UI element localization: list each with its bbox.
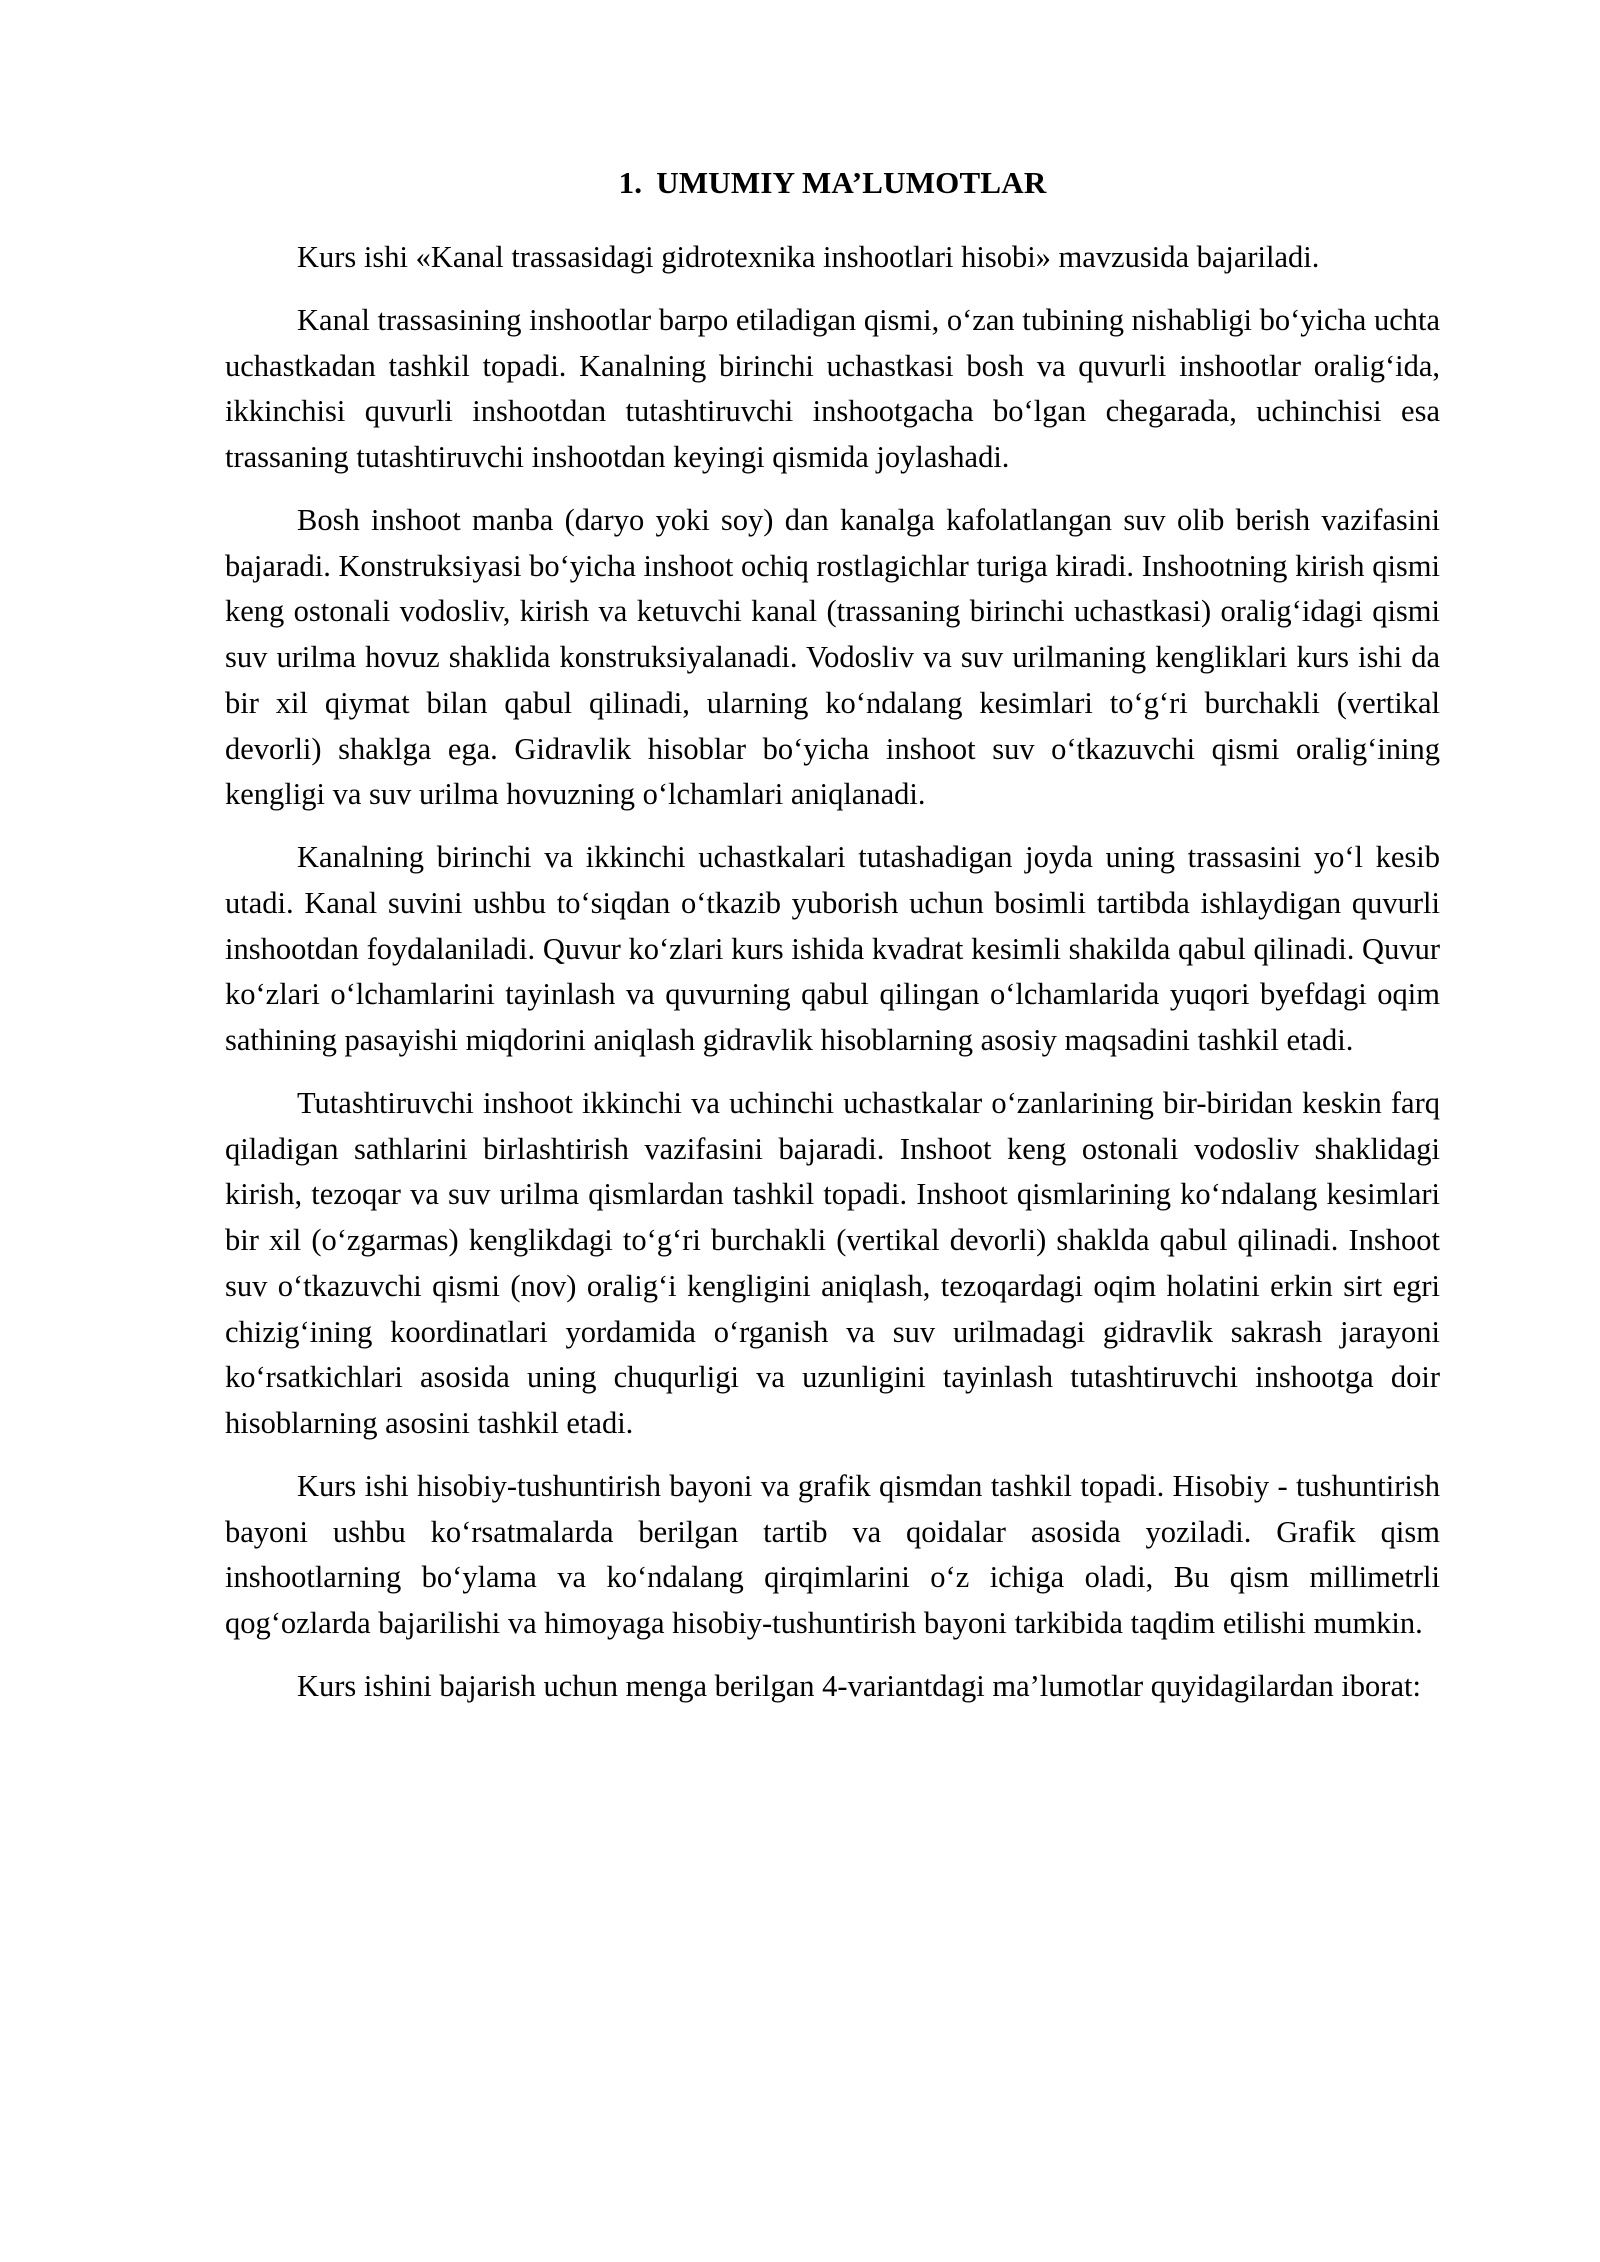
paragraph: Kanal trassasining inshootlar barpo etiladigan qismi, o‘zan tubining nishabligi bo‘yicha uchta uchastkadan tashkil topadi. Kanalning birinchi uchastkasi bosh va quvurli inshootlar oralig‘ida, ikkinchisi quvurli inshootdan tutashtiruvchi inshootgacha bo‘lgan chegarada, uchinchisi esa trassaning tutashtiruvchi inshootdan keyingi qismida joylashadi. (225, 302, 1440, 474)
paragraph: Tutashtiruvchi inshoot ikkinchi va uchinchi uchastkalar o‘zanlarining bir-biridan keskin farq qiladigan sathlarini birlashtirish vazifasini bajaradi. Inshoot keng ostonali vodosliv shaklidagi kirish, tezoqar va suv urilma qismlardan tashkil topadi. Inshoot qismlarining ko‘ndalang kesimlari bir xil (o‘zgarmas) kenglikdagi to‘g‘ri burchakli (vertikal devorli) shaklda qabul qilinadi. Inshoot suv o‘tkazuvchi qismi (nov) oralig‘i kengligini aniqlash, tezoqardagi oqim holatini erkin sirt egri chizig‘ining koordinatlari yordamida o‘rganish va suv urilmadagi gidravlik sakrash jarayoni ko‘rsatkichlari asosida uning chuqurligi va uzunligini tayinlash tutashtiruvchi inshootga doir hisoblarning asosini tashkil etadi. (225, 1085, 1440, 1440)
paragraph: Kurs ishini bajarish uchun menga berilgan 4-variantdagi ma’lumotlar quyidagilardan iborat: (297, 1668, 1421, 1703)
paragraph: Bosh inshoot manba (daryo yoki soy) dan kanalga kafolatlangan suv olib berish vazifasini bajaradi. Konstruksiyasi bo‘yicha inshoot ochiq rostlagichlar turiga kiradi. Inshootning kirish qismi keng ostonali vodosliv, kirish va ketuvchi kanal (trassaning birinchi uchastkasi) oralig‘idagi qismi suv urilma hovuz shaklida konstruksiyalanadi. Vodosliv va suv urilmaning kengliklari kurs ishi da bir xil qiymat bilan qabul qilinadi, ularning ko‘ndalang kesimlari to‘g‘ri burchakli (vertikal devorli) shaklga ega. Gidravlik hisoblar bo‘yicha inshoot suv o‘tkazuvchi qismi oralig‘ining kengligi va suv urilma hovuzning o‘lchamlari aniqlanadi. (225, 502, 1440, 812)
paragraph: Kanalning birinchi va ikkinchi uchastkalari tutashadigan joyda uning trassasini yo‘l kesib utadi. Kanal suvini ushbu to‘siqdan o‘tkazib yuborish uchun bosimli tartibda ishlaydigan quvurli inshootdan foydalaniladi. Quvur ko‘zlari kurs ishida kvadrat kesimli shakilda qabul qilinadi. Quvur ko‘zlari o‘lchamlarini tayinlash va quvurning qabul qilingan o‘lchamlarida yuqori byefdagi oqim sathining pasayishi miqdorini aniqlash gidravlik hisoblarning asosiy maqsadini tashkil etadi. (225, 840, 1440, 1057)
document-body (225, 235, 1440, 1710)
section-number: 1. (618, 165, 643, 200)
paragraph: Kurs ishi «Kanal trassasidagi gidrotexnika inshootlari hisobi» mavzusida bajariladi. (297, 240, 1320, 274)
page-title (225, 165, 1440, 201)
paragraph: Kurs ishi hisobiy-tushuntirish bayoni va grafik qismdan tashkil topadi. Hisobiy - tushuntirish bayoni ushbu ko‘rsatmalarda berilgan tartib va qoidalar asosida yoziladi. Grafik qism inshootlarning bo‘ylama va ko‘ndalang qirqimlarini o‘z ichiga oladi, Bu qism millimetrli qog‘ozlarda bajarilishi va himoyaga hisobiy-tushuntirish bayoni tarkibida taqdim etilishi mumkin. (225, 1468, 1440, 1640)
section-title-text: UMUMIY MA’LUMOTLAR (656, 165, 1047, 200)
